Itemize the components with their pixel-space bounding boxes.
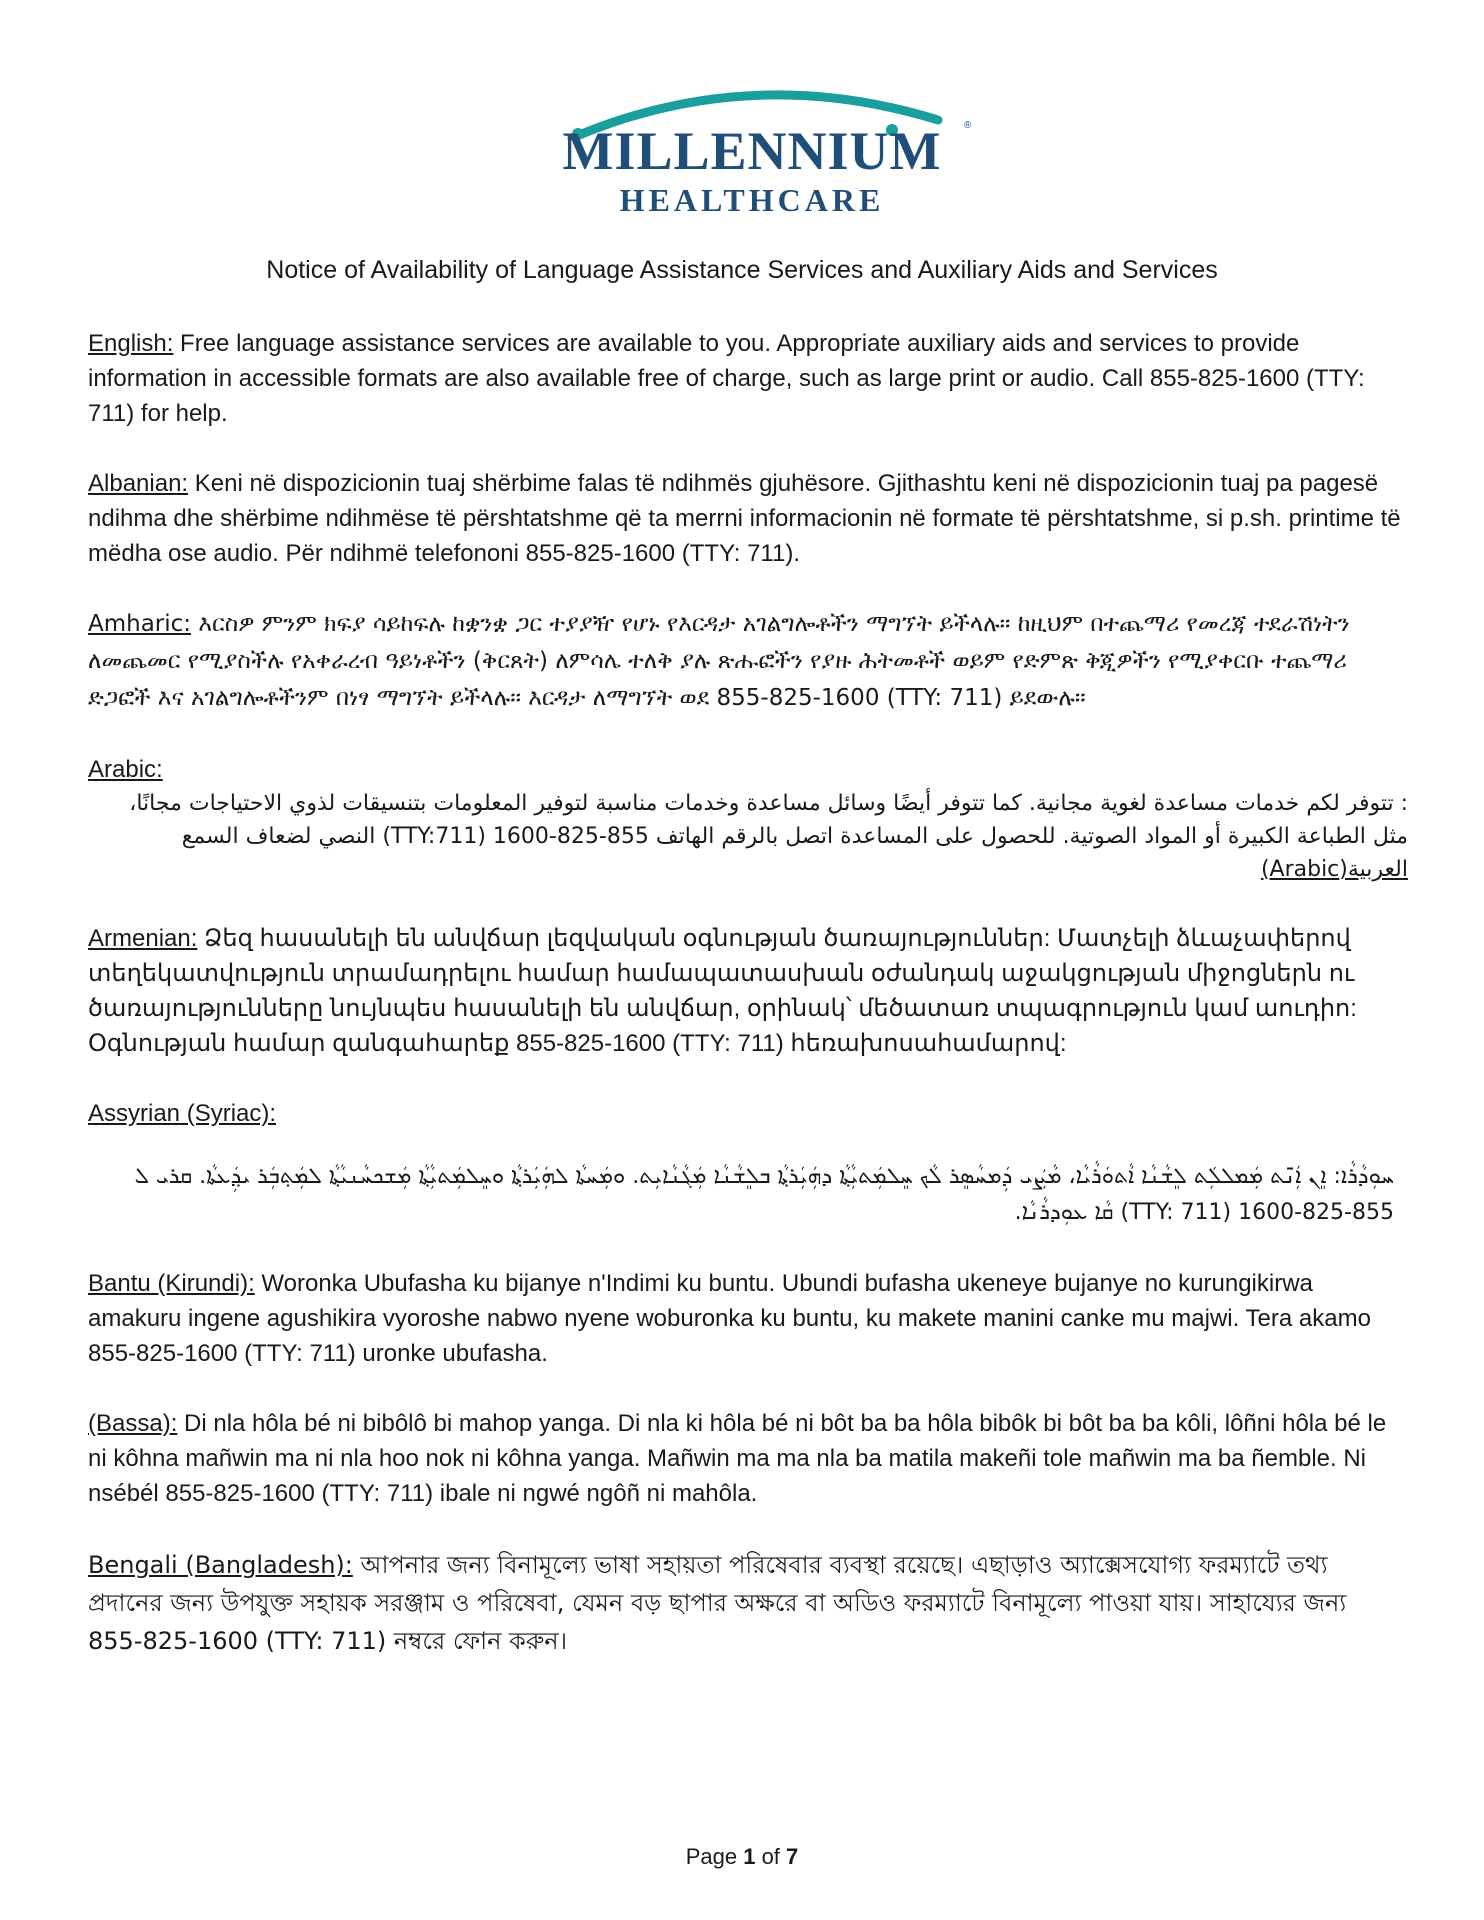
section-amharic [88, 606, 1408, 717]
language-label-albanian: Albanian: [88, 470, 189, 497]
notice-text-assyrian: ܚܘܼܕܵܪܵܐ: ܐܸܢ ܐܲܢ̄ܬ ܡܲܡܠܠܲܬ ܠܸܫܵܢܵܐ ܐܵܬܘܿܪܵܝܵܐ، ܡܵܨܲܝ ܕܲܡܚܵܣܸܪ ܠܵܟ ܚܸܠܡܲܬܝܼܵܬ݂ܵܐ ܕܗܲܝܲܪܬ݂ܵܐ ܒܠܸܫܵܢܵܐ ܡܲܓܵܢܵܐܝܼܬ. ܘܡܲܚܬܵܐ ܠܗܲܝܲܪܬ݂ܵܐ ܘܚܸܠܡܲܬܝܼܵܬ݂ܵܐ ܡܲܫܟܚܵܢܝܵܬ݂ܵܐ ܠܡܲܬ݂ܒܲܪ ܝܕ݂ܲܥܬܵܐ. ܩܪܝ ܠ 855-825-1600 (TTY: 711) ܩܵܐ ܥܘܼܕܪܵܢܵܐ. [134, 1164, 1394, 1225]
section-arabic [88, 752, 1408, 886]
notice-text-amharic: እርስዎ ምንም ክፍያ ሳይከፍሉ ከቋንቋ ጋር ተያያዥ የሆኑ የእርዳታ አገልግሎቶችን ማግኘት ይችላሉ። ከዚህም በተጨማሪ የመረጃ ተደራሽነትን ለመጨመር የሚያስችሉ የአቀራረብ ዓይነቶችን (ቅርጸት) ለምሳሌ ተለቅ ያሉ ጽሑፎችን የያዙ ሕትመቶች ወይም የድምጽ ቅጂዎችን የሚያቀርቡ ተጨማሪ ድጋፎች እና አገልግሎቶችንም በነፃ ማግኘት ይችላሉ። እርዳታ ለማግኘት ወደ 855-825-1600 (TTY: 711) ይደውሉ። [88, 611, 1350, 711]
page-number [0, 1844, 1484, 1870]
language-label-amharic: Amharic: [88, 611, 192, 637]
millennium-healthcare-logo [520, 80, 980, 230]
language-label-bantu: Bantu (Kirundi): [88, 1270, 255, 1297]
language-label-bengali: Bengali (Bangladesh): [88, 1551, 353, 1579]
notice-text-arabic: : تتوفر لكم خدمات مساعدة لغوية مجانية. كما تتوفر أيضًا وسائل مساعدة وخدمات مناسبة لتوفير المعلومات بتنسيقات لذوي الاحتياجات مجانًا، مثل الطباعة الكبيرة أو المواد الصوتية. للحصول على المساعدة اتصل بالرقم الهاتف 855-825-1600 (TTY:711) النصي لضعاف السمع [129, 791, 1408, 849]
notice-text-bassa: Di nla hôla bé ni bibôlô bi mahop yanga. Di nla ki hôla bé ni bôt ba ba hôla bibôk bi bôt ba ba kôli, lôñni hôla bé le ni kôhna mañwin ma ni nla hoo nok ni kôhna yanga. Mañwin ma ma nla ba matila makeñi tole mañwin ma ba ñemble. Ni nsébél 855-825-1600 (TTY: 711) ibale ni ngwé ngôñ ni mahôla. [88, 1410, 1387, 1507]
section-bassa [88, 1406, 1408, 1511]
logo-name-sub: HEALTHCARE [619, 182, 885, 218]
notice-content [88, 326, 1408, 1695]
notice-text-albanian: Keni në dispozicionin tuaj shërbime falas të ndihmës gjuhësore. Gjithashtu keni në dispozicionin tuaj pa pagesë ndihma dhe shërbime ndihmëse të përshtatshme që ta merrni informacionin në formate të përshtatshme, si p.sh. printime të mëdha ose audio. Për ndihmë telefononi 855-825-1600 (TTY: 711). [88, 470, 1401, 567]
logo-registered-mark: ® [964, 120, 972, 131]
logo-name-main: MILLENNIUM [562, 121, 942, 181]
language-label-arabic: Arabic: [88, 756, 163, 783]
language-label-assyrian: Assyrian (Syriac): [88, 1100, 277, 1127]
section-bengali [88, 1546, 1408, 1660]
notice-text-arabic-block [88, 787, 1408, 886]
language-label-armenian: Armenian: [88, 925, 198, 952]
language-label-bassa: (Bassa): [88, 1410, 178, 1437]
notice-text-bengali: আপনার জন্য বিনামূল্যে ভাষা সহায়তা পরিষেবার ব্যবস্থা রয়েছে। এছাড়াও অ্যাক্সেসযোগ্য ফরম্যাটে তথ্য প্রদানের জন্য উপযুক্ত সহায়ক সরঞ্জাম ও পরিষেবা, যেমন বড় ছাপার অক্ষরে বা অডিও ফরম্যাটে বিনামূল্যে পাওয়া যায়। সাহায্যের জন্য 855-825-1600 (TTY: 711) নম্বরে ফোন করুন। [88, 1551, 1347, 1655]
page-number-current: 1 [743, 1844, 756, 1869]
section-armenian [88, 921, 1408, 1061]
section-english [88, 326, 1408, 431]
section-bantu [88, 1266, 1408, 1371]
language-label-english: English: [88, 330, 174, 357]
page-number-total: 7 [786, 1844, 799, 1869]
section-albanian [88, 466, 1408, 571]
notice-text-english: Free language assistance services are available to you. Appropriate auxiliary aids and services to provide information in accessible formats are also available free of charge, such as large print or audio. Call 855-825-1600 (TTY: 711) for help. [88, 330, 1365, 427]
notice-text-bantu: Woronka Ubufasha ku bijanye n'Indimi ku buntu. Ubundi bufasha ukeneye bujanye no kurungikirwa amakuru ingene agushikira vyoroshe nabwo nyene woburonka ku buntu, ku makete manini canke mu majwi. Tera akamo 855-825-1600 (TTY: 711) uronke ubufasha. [88, 1270, 1371, 1367]
page-number-of: of [755, 1844, 787, 1869]
language-inline-label-arabic: العربية(Arabic) [1260, 857, 1408, 882]
page-title: Notice of Availability of Language Assistance Services and Auxiliary Aids and Services [266, 256, 1218, 284]
notice-text-armenian: Ձեզ հասանելի են անվճար լեզվական օգնության ծառայություններ: Մատչելի ձևաչափերով տեղեկատվություն տրամադրելու համար համապատասխան օժանդակ աջակցության միջոցներն ու ծառայությունները նույնպես հասանելի են անվճար, օրինակ՝ մեծատառ տպագրություն կամ աուդիո: Օգնության համար զանգահարեք 855-825-1600 (TTY: 711) հեռախոսահամարով: [88, 925, 1357, 1057]
section-assyrian [88, 1096, 1408, 1231]
page-number-prefix: Page [685, 1844, 744, 1869]
